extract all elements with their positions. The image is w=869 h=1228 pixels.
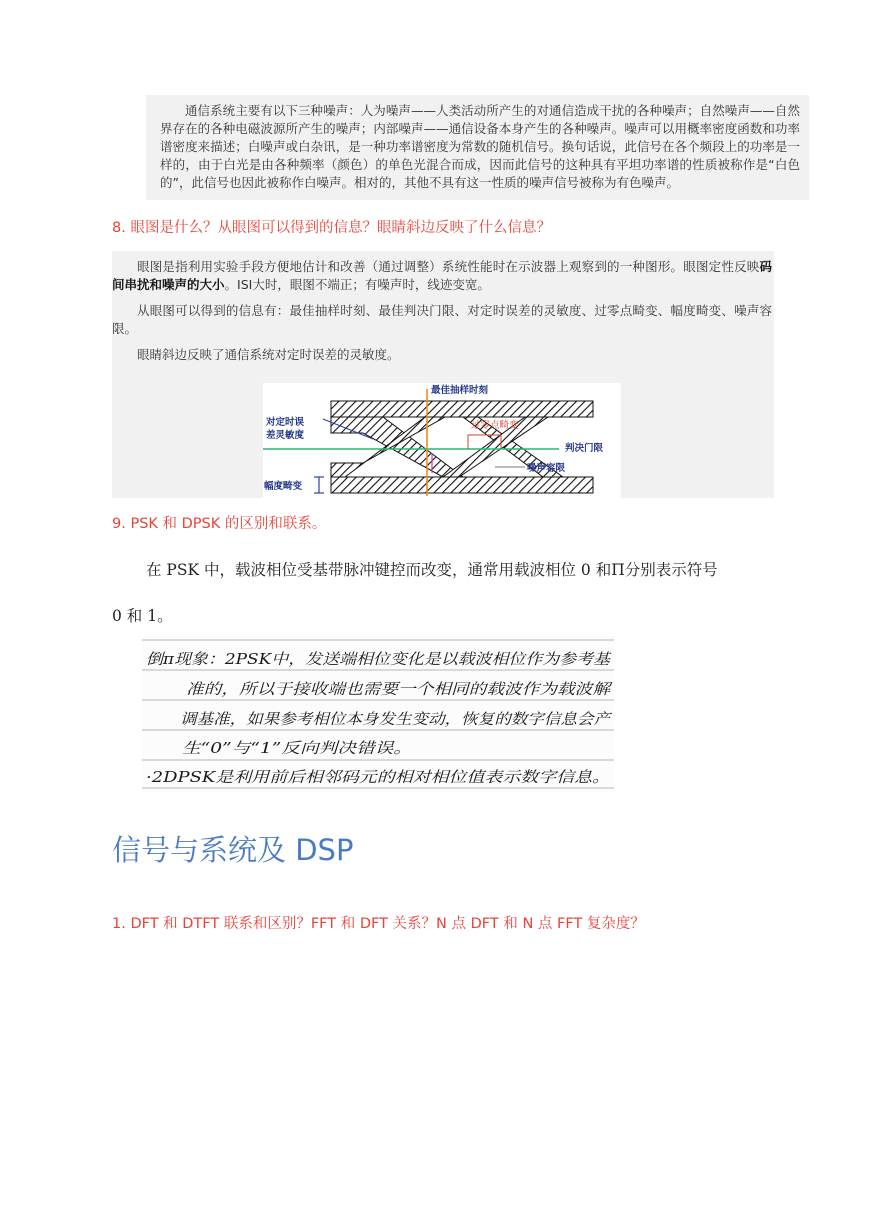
- hand-line-4: 生“0”与“1”反向判决错误。: [182, 739, 412, 757]
- diag-label-noise-margin: 噪声容限: [527, 463, 566, 474]
- diag-label-best-sample: 最佳抽样时刻: [431, 385, 489, 396]
- eye-paragraph-1: [112, 258, 772, 294]
- diag-label-timing-2: 差灵敏度: [266, 430, 305, 441]
- hand-line-3: 调基准，如果参考相位本身发生变动，恢复的数字信息会产: [180, 710, 613, 728]
- psk-line-2: 0 和 1。: [112, 607, 173, 625]
- eye-p1-bold: 码间串扰和噪声的大小: [112, 259, 772, 292]
- diag-label-threshold: 判决门限: [565, 443, 604, 454]
- handwritten-note: [142, 636, 614, 792]
- question-8: 8. 眼图是什么？从眼图可以得到的信息？眼睛斜边反映了什么信息？: [112, 220, 551, 236]
- question-1: 1. DFT 和 DTFT 联系和区别？FFT 和 DFT 关系？N 点 DFT 和 N 点 FFT 复杂度？: [112, 916, 645, 932]
- hand-line-5: ·2DPSK是利用前后相邻码元的相对相位值表示数字信息。: [146, 768, 610, 786]
- question-9: 9. PSK 和 DPSK 的区别和联系。: [112, 516, 327, 532]
- diag-label-timing-1: 对定时误: [266, 417, 305, 428]
- hand-line-2: 准的，所以于接收端也需要一个相同的载波作为载波解: [186, 680, 614, 698]
- section-heading: 信号与系统及 DSP: [112, 833, 354, 867]
- eye-paragraph-2: 从眼图可以得到的信息有：最佳抽样时刻、最佳判决门限、对定时误差的灵敏度、过零点畸变、幅度畸变、噪声容限。: [112, 303, 772, 336]
- eye-text: [112, 258, 772, 364]
- eye-p1-text: 眼图是指利用实验手段方便地估计和改善（通过调整）系统性能时在示波器上观察到的一种图形。眼图定性反映: [137, 259, 760, 274]
- hand-line-1: 倒π现象：2PSK中，发送端相位变化是以载波相位作为参考基: [146, 650, 613, 668]
- psk-line-1: 在 PSK 中，载波相位受基带脉冲键控而改变，通常用载波相位 0 和Π分别表示符号: [146, 561, 718, 579]
- eye-diagram: [263, 383, 621, 498]
- eye-p1-text-2: 。ISI大时，眼图不端正；有噪声时，线迹变宽。: [224, 277, 490, 292]
- noise-paragraph: 通信系统主要有以下三种噪声：人为噪声——人类活动所产生的对通信造成干扰的各种噪声；自然噪声——自然界存在的各种电磁波源所产生的噪声；内部噪声——通信设备本身产生的各种噪声。噪声可以用概率密度函数和功率谱密度来描述；白噪声或白杂讯，是一种功率谱密度为常数的随机信号。换句话说，此信号在各个频段上的功率是一样的，由于白光是由各种频率（颜色）的单色光混合而成，因而此信号的这种具有平坦功率谱的性质被称作是“白色的”，此信号也因此被称作白噪声。相对的，其他不具有这一性质的噪声信号被称为有色噪声。: [160, 103, 800, 190]
- eye-paragraph-3: 眼睛斜边反映了通信系统对定时误差的灵敏度。: [137, 347, 400, 362]
- diag-label-zero-cross: 过零点畸变: [471, 420, 519, 431]
- diag-label-amplitude: 幅度畸变: [264, 481, 303, 492]
